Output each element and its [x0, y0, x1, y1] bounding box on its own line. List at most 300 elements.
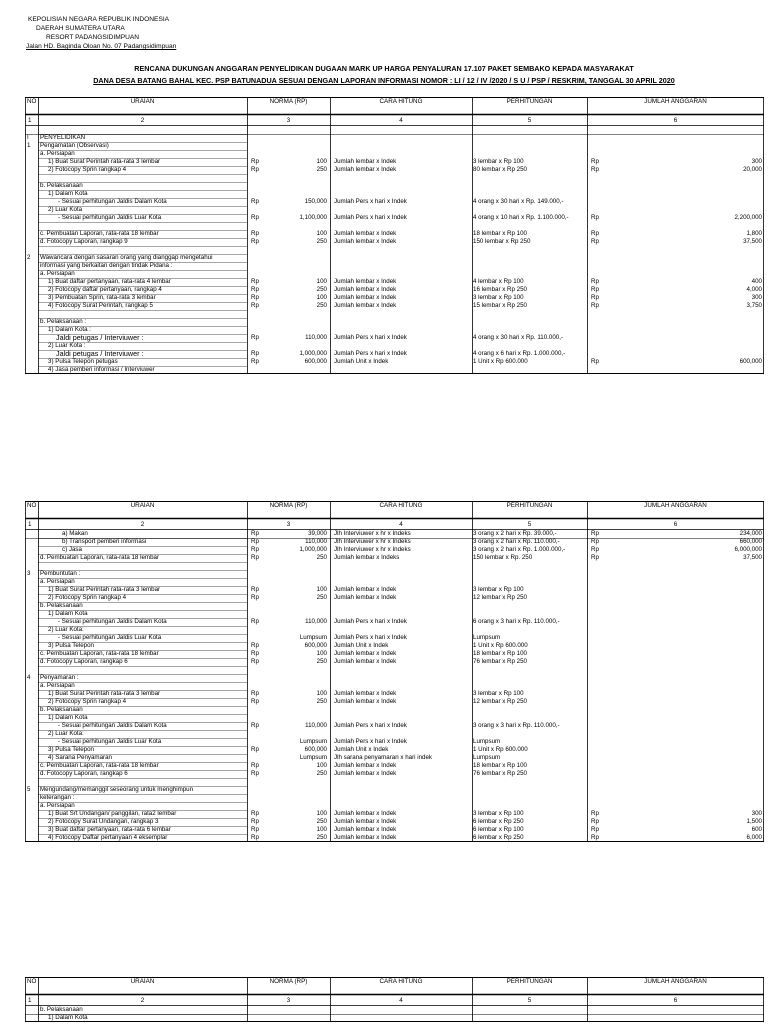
table-row	[25, 334, 764, 342]
row-uraian: c. Pembuatan Laporan, rata-rata 18 lembar	[40, 650, 159, 657]
row-perhitungan: 6 orang x 3 hari x Rp. 110.000,-	[473, 618, 560, 625]
row-norma: 39,000	[308, 530, 327, 537]
col-number-6: 6	[673, 117, 678, 124]
col-number-1: 1	[28, 997, 32, 1004]
row-cara-hitung: Jumlah Pers x hari x Indek	[334, 722, 407, 729]
row-currency: Rp	[251, 586, 259, 593]
row-norma: 600,000	[304, 746, 327, 753]
table-row	[25, 778, 764, 786]
col-head-norma: NORMA (RP)	[269, 98, 308, 105]
row-jumlah: 600	[751, 826, 762, 833]
col-head-no: NO	[27, 978, 37, 985]
row-jumlah: 300	[751, 158, 762, 165]
row-currency: Rp	[251, 618, 259, 625]
table-row	[25, 610, 764, 618]
row-norma: 600,000	[304, 642, 327, 649]
row-norma: Lumpsum	[299, 738, 327, 745]
row-uraian: a. Persiapan	[40, 270, 75, 277]
row-currency: Rp	[251, 166, 259, 173]
row-jumlah-currency: Rp	[591, 826, 599, 833]
row-currency: Rp	[251, 826, 259, 833]
row-perhitungan: Lumpsum	[473, 738, 501, 745]
table-row	[25, 350, 764, 358]
row-jumlah: 1,800	[746, 230, 762, 237]
table-row	[25, 722, 764, 730]
budget-table-page-3	[25, 977, 764, 1022]
table-row	[25, 142, 764, 150]
row-uraian: 1) Dalam Kota :	[48, 326, 91, 333]
row-norma: 110,000	[305, 334, 327, 341]
col-head-jumlah-anggaran: JUMLAH ANGGARAN	[644, 98, 707, 105]
row-norma: 250	[316, 238, 327, 245]
row-uraian: 4) Jasa pemberi informasi / Interviuwer	[48, 366, 155, 373]
row-jumlah: 37,500	[743, 238, 762, 245]
table-row	[25, 650, 764, 658]
row-perhitungan: 3 lembar x Rp 100	[473, 294, 524, 301]
table-row	[25, 826, 764, 834]
row-uraian: b. Pelaksanaan	[40, 602, 83, 609]
row-uraian: Pembuntutan :	[40, 570, 81, 577]
row-perhitungan: 3 orang x 2 hari x Rp. 39.000,-	[473, 530, 557, 537]
row-currency: Rp	[251, 650, 259, 657]
row-perhitungan: 18 lembar x Rp 100	[473, 230, 527, 237]
row-number: 5	[27, 786, 31, 793]
table-row	[25, 602, 764, 610]
row-cara-hitung: Jumlah Unit x Indek	[334, 642, 389, 649]
row-cara-hitung: Jumlah lembar x Indek	[334, 286, 397, 293]
table-row	[25, 626, 764, 634]
row-uraian: 3) Pulsa Telepon	[48, 642, 94, 649]
table-row	[25, 802, 764, 810]
row-perhitungan: 150 lembar x Rp. 250	[473, 554, 533, 561]
table-row	[25, 818, 764, 826]
row-jumlah-currency: Rp	[591, 286, 599, 293]
row-cara-hitung: Jumlah Pers x hari x Indek	[334, 738, 407, 745]
row-uraian: - Sesuai perhitungan Jaldis Luar Kota	[58, 738, 162, 745]
row-jumlah-currency: Rp	[591, 530, 599, 537]
row-uraian: d. Fotocopy Laporan, rangkap 6	[40, 770, 128, 777]
col-number-5: 5	[527, 521, 532, 528]
row-jumlah-currency: Rp	[591, 554, 599, 561]
row-cara-hitung: Jumlah Pers x hari x Indek	[334, 350, 407, 357]
row-cara-hitung: Jlh Interviuwer x hr x Indeks	[334, 538, 411, 545]
row-cara-hitung: Jumlah lembar x Indek	[334, 230, 397, 237]
col-number-4: 4	[399, 997, 403, 1004]
row-perhitungan: 4 orang x 10 hari x Rp. 1.100.000,-	[473, 214, 569, 221]
table-row	[25, 366, 764, 374]
col-number-4: 4	[399, 521, 403, 528]
row-uraian: 4) Fotocopy Surat Perintah, rangkap 5	[48, 302, 153, 309]
row-perhitungan: 3 lembar x Rp 100	[473, 158, 524, 165]
row-uraian: 2) Luar Kota	[48, 206, 83, 213]
row-currency: Rp	[251, 214, 259, 221]
row-cara-hitung: Jlh Interviuwer x hr x Indeks	[334, 546, 411, 553]
table-row	[25, 246, 764, 254]
row-jumlah-currency: Rp	[591, 358, 599, 365]
col-head-uraian: URAIAN	[130, 978, 155, 985]
row-uraian: b. Pelaksanaan	[40, 182, 83, 189]
row-norma: 100	[316, 586, 327, 593]
row-norma: 1,000,000	[299, 546, 327, 553]
table-row	[25, 730, 764, 738]
row-jumlah-currency: Rp	[591, 158, 599, 165]
row-cara-hitung: Jumlah lembar x Indek	[334, 238, 397, 245]
row-perhitungan: 12 lembar x Rp 250	[473, 594, 527, 601]
row-currency: Rp	[251, 770, 259, 777]
row-jumlah: 400	[751, 278, 762, 285]
table-row	[25, 786, 764, 794]
table-row	[25, 690, 764, 698]
row-cara-hitung: Jumlah lembar x Indek	[334, 158, 397, 165]
row-cara-hitung: Jumlah Pers x hari x Indek	[334, 634, 407, 641]
row-uraian: 2) Fotocopy Sprin rangkap 4	[48, 698, 127, 705]
row-cara-hitung: Jumlah Pers x hari x Indek	[334, 618, 407, 625]
row-currency: Rp	[251, 286, 259, 293]
row-norma: 250	[316, 834, 327, 841]
row-uraian: 3) Pulsa Telepon	[48, 746, 94, 753]
col-head-perhitungan: PERHITUNGAN	[506, 502, 553, 509]
table-row	[25, 238, 764, 246]
row-uraian: - Sesuai perhitungan Jaldis Luar Kota	[58, 634, 162, 641]
row-cara-hitung: Jumlah lembar x Indek	[334, 302, 397, 309]
table-row	[25, 342, 764, 350]
row-cara-hitung: Jumlah lembar x Indek	[334, 594, 397, 601]
row-currency: Rp	[251, 810, 259, 817]
table-row	[25, 658, 764, 666]
row-uraian: 1) Buat Surat Perintah rata-rata 3 lembar	[48, 158, 161, 165]
row-uraian: Jaldi petugas / Interviuwer :	[56, 334, 144, 342]
table-row	[25, 270, 764, 278]
row-norma: 100	[316, 810, 327, 817]
row-jumlah: 600,000	[739, 358, 762, 365]
table-row	[25, 698, 764, 706]
table-row	[25, 618, 764, 626]
row-cara-hitung: Jumlah lembar x Indek	[334, 826, 397, 833]
row-perhitungan: 3 lembar x Rp 100	[473, 810, 524, 817]
row-norma: 100	[316, 294, 327, 301]
row-currency: Rp	[251, 546, 259, 553]
row-perhitungan: 16 lembar x Rp 250	[473, 286, 527, 293]
table-row	[25, 538, 764, 546]
row-cara-hitung: Jumlah lembar x Indek	[334, 294, 397, 301]
col-number-3: 3	[286, 117, 291, 124]
table-row	[25, 214, 764, 222]
row-currency: Rp	[251, 834, 259, 841]
table-row	[25, 594, 764, 602]
row-perhitungan: 4 lembar x Rp 100	[473, 278, 524, 285]
row-jumlah: 1,500	[746, 818, 762, 825]
row-perhitungan: 1 Unit x Rp 600.000	[473, 358, 528, 365]
row-perhitungan: 4 orang x 30 hari x Rp. 110.000,-	[473, 334, 564, 341]
letterhead-address: Jalan HD. Baginda Oloan No. 07 Padangsidimpuan	[26, 43, 177, 50]
table-row	[25, 294, 764, 302]
row-currency: Rp	[251, 530, 259, 537]
letterhead-line-2: DAERAH SUMATERA UTARA	[36, 25, 125, 32]
row-currency: Rp	[251, 746, 259, 753]
row-perhitungan: 18 lembar x Rp 100	[473, 762, 527, 769]
row-uraian: 1) Buat Surat Perintah rata-rata 3 lembar	[48, 586, 161, 593]
col-number-2: 2	[140, 521, 145, 528]
table-row	[25, 570, 764, 578]
table-row	[25, 642, 764, 650]
row-uraian: a. Persiapan	[40, 578, 75, 585]
row-cara-hitung: Jumlah lembar x Indek	[334, 834, 397, 841]
row-number: 1	[27, 142, 31, 149]
row-jumlah: 234,000	[739, 530, 762, 537]
col-number-2: 2	[140, 997, 145, 1004]
table-row	[25, 358, 764, 366]
row-norma: Lumpsum	[299, 754, 327, 761]
row-uraian	[40, 562, 246, 570]
row-currency: Rp	[251, 762, 259, 769]
row-jumlah-currency: Rp	[591, 230, 599, 237]
table-row	[25, 770, 764, 778]
row-cara-hitung: Jumlah lembar x Indek	[334, 166, 397, 173]
table-row	[25, 318, 764, 326]
row-cara-hitung: Jumlah lembar x Indek	[334, 650, 397, 657]
row-number: 2	[27, 254, 31, 261]
col-head-norma: NORMA (RP)	[269, 502, 308, 509]
row-number	[27, 126, 38, 134]
table-row	[25, 546, 764, 554]
row-norma: 110,000	[305, 538, 327, 545]
col-head-no: NO	[27, 98, 37, 105]
row-perhitungan: 76 lembar x Rp 250	[473, 770, 527, 777]
row-norma: 100	[316, 230, 327, 237]
row-perhitungan: 76 lembar x Rp 250	[473, 658, 527, 665]
col-number-3: 3	[286, 521, 291, 528]
table-row	[25, 222, 764, 230]
row-perhitungan: 18 lembar x Rp 100	[473, 650, 527, 657]
row-perhitungan: 15 lembar x Rp 250	[473, 302, 527, 309]
table-row	[25, 262, 764, 270]
table-row	[25, 530, 764, 538]
row-uraian: d. Fotocopy Laporan, rangkap 9	[40, 238, 128, 245]
row-uraian	[40, 246, 246, 254]
row-currency: Rp	[251, 198, 259, 205]
table-row	[25, 190, 764, 198]
row-currency: Rp	[251, 358, 259, 365]
table-row	[25, 182, 764, 190]
row-currency: Rp	[251, 238, 259, 245]
row-uraian: - Sesuai perhitungan Jaldis Dalam Kota	[58, 722, 167, 729]
row-uraian: 2) Luar Kota :	[48, 342, 86, 349]
table-row	[25, 754, 764, 762]
row-norma: 100	[316, 762, 327, 769]
row-currency: Rp	[251, 294, 259, 301]
row-currency: Rp	[251, 698, 259, 705]
table-row	[25, 554, 764, 562]
row-perhitungan: 3 lembar x Rp 100	[473, 586, 524, 593]
row-uraian: b. Pelaksanaan	[40, 706, 83, 713]
row-perhitungan: 4 orang x 6 hari x Rp. 1.000.000,-	[473, 350, 566, 357]
row-perhitungan: 3 lembar x Rp 100	[473, 690, 524, 697]
row-norma: 150,000	[304, 198, 327, 205]
row-perhitungan: 150 lembar x Rp 250	[473, 238, 531, 245]
table-row	[25, 578, 764, 586]
row-cara-hitung: Jumlah lembar x Indek	[334, 658, 397, 665]
row-currency: Rp	[251, 158, 259, 165]
row-uraian: d. Pembuatan Laporan, rata-rata 18 lembar	[40, 554, 160, 561]
row-jumlah-currency: Rp	[591, 294, 599, 301]
row-jumlah: 660,000	[739, 538, 762, 545]
row-norma: 100	[316, 690, 327, 697]
row-uraian: Pengamatan (Observasi)	[40, 142, 109, 149]
table-row	[25, 310, 764, 318]
row-uraian: Mengundang/memanggil seseorang untuk menghimpun	[40, 786, 194, 793]
row-currency: Rp	[251, 818, 259, 825]
table-row	[25, 706, 764, 714]
row-norma: 1,000,000	[299, 350, 327, 357]
row-uraian	[40, 310, 246, 318]
row-norma: 110,000	[305, 618, 327, 625]
row-uraian: 4) Fotocopy Daftar pertanyaan 4 eksemplar	[48, 834, 168, 841]
row-jumlah-currency: Rp	[591, 538, 599, 545]
row-cara-hitung: Jumlah Pers x hari x Indek	[334, 334, 407, 341]
row-norma: 250	[316, 698, 327, 705]
row-uraian: b. Pelaksanaan	[40, 1006, 83, 1013]
table-row	[25, 762, 764, 770]
row-jumlah: 6,000	[746, 834, 762, 841]
row-uraian: 1) Dalam Kota	[48, 714, 88, 721]
row-uraian: - Sesuai perhitungan Jaldis Dalam Kota	[58, 198, 167, 205]
row-cara-hitung: Jumlah Unit x Indek	[334, 746, 389, 753]
row-norma: 250	[316, 658, 327, 665]
table-row	[25, 134, 764, 142]
document-title-line-1: RENCANA DUKUNGAN ANGGARAN PENYELIDIKAN DUGAAN MARK UP HARGA PENYALURAN 17.107 PAKET SEMBAKO KEPADA MASYARAKAT	[134, 64, 634, 73]
row-uraian: 4) Sarana Penyamaran	[48, 754, 112, 761]
row-jumlah-currency: Rp	[591, 278, 599, 285]
row-currency: Rp	[251, 554, 259, 561]
row-norma: 1,100,000	[299, 214, 327, 221]
table-row	[25, 682, 764, 690]
row-perhitungan: 1 Unit x Rp 600.000	[473, 746, 528, 753]
row-uraian	[40, 666, 246, 674]
row-cara-hitung: Jumlah lembar x Indek	[334, 698, 397, 705]
table-row	[25, 206, 764, 214]
table-row	[25, 794, 764, 802]
row-currency: Rp	[251, 538, 259, 545]
budget-table-page-1	[25, 97, 764, 374]
row-uraian: 2) Fotocopy daftar pertanyaan, rangkap 4	[48, 286, 162, 293]
row-uraian: c) Jasa	[62, 546, 82, 553]
row-norma: 250	[316, 286, 327, 293]
col-number-4: 4	[399, 117, 403, 124]
table-row	[25, 254, 764, 262]
row-norma: 100	[316, 650, 327, 657]
row-uraian: - Sesuai perhitungan Jaldis Dalam Kota	[58, 618, 167, 625]
row-number: I	[27, 134, 29, 141]
row-uraian	[40, 126, 246, 134]
row-cara-hitung: Jumlah Pers x hari x Indek	[334, 214, 407, 221]
row-currency: Rp	[251, 722, 259, 729]
row-norma: 250	[316, 818, 327, 825]
table-row	[25, 166, 764, 174]
budget-table-page-2	[25, 501, 764, 842]
row-jumlah: 300	[751, 810, 762, 817]
row-uraian: 1) Dalam Kota	[48, 1014, 88, 1021]
table-row	[25, 230, 764, 238]
row-jumlah-currency: Rp	[591, 214, 599, 221]
table-rows	[25, 530, 764, 842]
table-row	[25, 810, 764, 818]
row-jumlah-currency: Rp	[591, 238, 599, 245]
row-uraian: informasi yang berkaitan dengan tindak Pidana :	[40, 262, 173, 269]
row-perhitungan: 6 lembar x Rp 250	[473, 818, 524, 825]
col-head-no: NO	[27, 502, 37, 509]
table-row	[25, 714, 764, 722]
row-cara-hitung: Jlh sarana penyamaran x hari indek	[334, 754, 433, 761]
row-jumlah: 37,500	[743, 554, 762, 561]
table-row	[25, 634, 764, 642]
row-cara-hitung: Jumlah lembar x Indeks	[334, 554, 400, 561]
row-norma: 100	[316, 158, 327, 165]
table-rows	[25, 1006, 764, 1022]
document-title-line-2: DANA DESA BATANG BAHAL KEC. PSP BATUNADUA SESUAI DENGAN LAPORAN INFORMASI NOMOR : LI / 12 / IV /2020 / S U / PSP / RESKRIM, TANGGAL 30 APRIL 2020	[93, 76, 675, 85]
row-uraian: 2) Fotocopy Sprin rangkap 4	[48, 594, 127, 601]
col-head-perhitungan: PERHITUNGAN	[506, 978, 553, 985]
col-head-uraian: URAIAN	[130, 98, 155, 105]
row-uraian: 2) Fotocopy Sprin rangkap 4	[48, 166, 127, 173]
row-jumlah-currency: Rp	[591, 302, 599, 309]
row-uraian: 2) Fotocopy Surat Undangan, rangkap 3	[48, 818, 159, 825]
row-uraian: Jaldi petugas / Interviuwer :	[56, 350, 144, 358]
row-cara-hitung: Jumlah lembar x Indek	[334, 810, 397, 817]
row-uraian: 1) Dalam Kota	[48, 610, 88, 617]
row-uraian: a. Persiapan	[40, 682, 75, 689]
row-norma: 100	[316, 826, 327, 833]
row-uraian: 2) Luar Kota:	[48, 730, 84, 737]
table-row	[25, 674, 764, 682]
row-jumlah: 3,750	[746, 302, 762, 309]
row-perhitungan: Lumpsum	[473, 634, 501, 641]
row-currency: Rp	[251, 302, 259, 309]
row-uraian: - Sesuai perhitungan Jaldis Luar Kota	[58, 214, 162, 221]
row-perhitungan: Lumpsum	[473, 754, 501, 761]
row-jumlah: 300	[751, 294, 762, 301]
row-jumlah-currency: Rp	[591, 818, 599, 825]
row-norma: 600,000	[304, 358, 327, 365]
table-row	[25, 278, 764, 286]
row-uraian: 1) Buat Surat Perintah rata-rata 3 lembar	[48, 690, 161, 697]
row-cara-hitung: Jumlah lembar x Indek	[334, 818, 397, 825]
row-jumlah: 6,000,000	[734, 546, 762, 553]
col-head-jumlah-anggaran: JUMLAH ANGGARAN	[644, 502, 707, 509]
col-number-2: 2	[140, 117, 145, 124]
row-uraian	[40, 778, 246, 786]
col-number-5: 5	[527, 997, 532, 1004]
row-uraian: b. Pelaksanaan :	[40, 318, 87, 325]
row-uraian: b) Transport pemberi informasi	[62, 538, 147, 545]
row-currency: Rp	[251, 658, 259, 665]
table-rows	[25, 126, 764, 374]
row-jumlah: 20,000	[743, 166, 762, 173]
row-currency: Rp	[251, 350, 259, 357]
row-uraian: c. Pembuatan Laporan, rata-rata 18 lembar	[40, 230, 159, 237]
row-uraian: 3) Pembuatan Sprin, rata-rata 3 lembar	[48, 294, 156, 301]
table-row	[25, 738, 764, 746]
row-currency: Rp	[251, 594, 259, 601]
row-cara-hitung: Jumlah lembar x Indek	[334, 586, 397, 593]
col-number-1: 1	[28, 521, 32, 528]
row-uraian: 1) Dalam Kota	[48, 190, 88, 197]
table-row	[25, 198, 764, 206]
table-row	[25, 562, 764, 570]
row-currency: Rp	[251, 230, 259, 237]
col-head-cara-hitung: CARA HITUNG	[379, 98, 423, 105]
table-row	[25, 302, 764, 310]
row-norma: 110,000	[305, 722, 327, 729]
